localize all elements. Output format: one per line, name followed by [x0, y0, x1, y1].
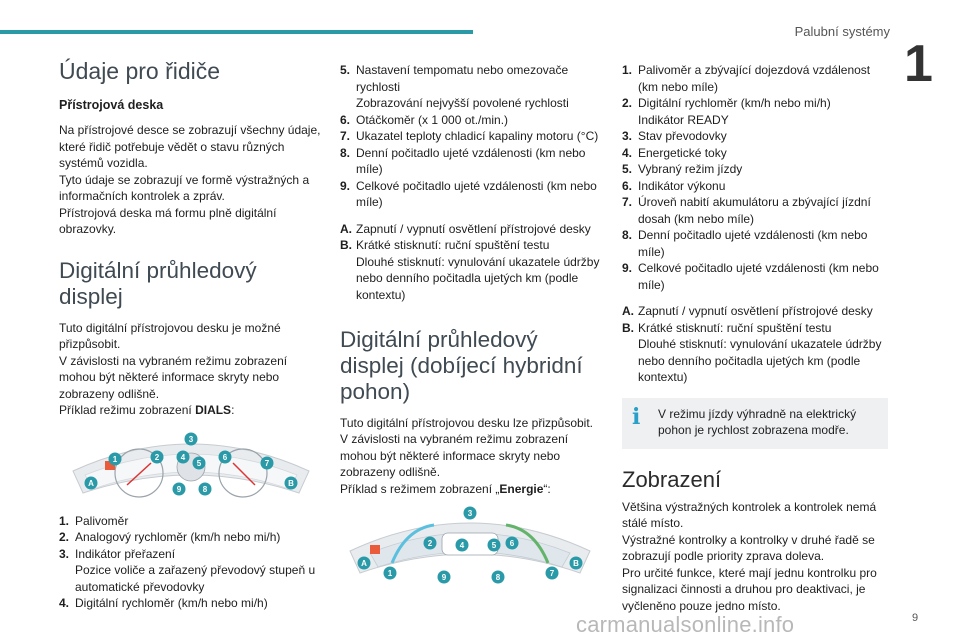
list-item: [622, 303, 888, 320]
item-text: Otáčkoměr (x 1 000 ot./min.): [356, 112, 509, 127]
example-prefix: Příklad s režimem zobrazení „: [340, 481, 500, 496]
svg-text:6: 6: [509, 539, 515, 549]
column-3: [622, 62, 888, 614]
example-suffix: “:: [543, 481, 551, 496]
item-text: Celkové počitadlo ujeté vzdálenosti (km nebo míle): [356, 178, 597, 209]
list-item: [340, 221, 606, 238]
list-item: [622, 320, 888, 386]
legend-list-dials: [59, 513, 321, 612]
item-text: Krátké stisknutí: ruční spuštění testu Dlouhé stisknutí: vynulování ukazatele údržby nebo denního počitadla ujetých km (podle kontextu): [638, 320, 882, 384]
button-list: [340, 221, 606, 304]
item-number: 6.: [340, 112, 351, 127]
mode-name: Energie: [499, 481, 544, 496]
item-text: Denní počitadlo ujeté vzdálenosti (km nebo míle): [356, 145, 586, 176]
list-item: [340, 178, 606, 211]
list-item: [59, 513, 321, 530]
callout-marker-7: [546, 567, 559, 580]
cluster-illustration-dials: [67, 427, 321, 507]
callout-marker-2: [424, 537, 437, 550]
hybrid-cluster-drawing: [344, 503, 596, 589]
callout-marker-1: [384, 567, 397, 580]
item-letter: B.: [340, 238, 352, 252]
callout-marker-7: [261, 456, 274, 469]
callout-marker-a: [358, 557, 371, 570]
subsection-instrument-panel: Přístrojová deska: [59, 98, 164, 113]
cluster-illustration-energy: [344, 503, 606, 589]
item-number: 2.: [59, 530, 70, 545]
svg-text:3: 3: [188, 434, 194, 444]
list-item: [622, 260, 888, 293]
item-number: 5.: [340, 63, 351, 77]
callout-marker-9: [438, 571, 451, 584]
section-title-hybrid-display: Digitální průhledový displej (dobíjecí hybridní pohon): [340, 327, 583, 404]
list-item: [59, 546, 321, 596]
item-text: Nastavení tempomatu nebo omezovače rychlosti Zobrazování nejvyšší povolené rychlosti: [356, 63, 569, 110]
item-number: 6.: [622, 178, 633, 193]
callout-marker-8: [492, 571, 505, 584]
item-letter: A.: [622, 304, 634, 318]
item-text: Analogový rychloměr (km/h nebo mi/h): [75, 530, 281, 545]
list-item: [622, 62, 888, 95]
item-number: 4.: [59, 596, 70, 611]
svg-text:2: 2: [427, 539, 433, 549]
item-text: Krátké stisknutí: ruční spuštění testu Dlouhé stisknutí: vynulování ukazatele údržby nebo denního počitadla ujetých km (podle kontextu): [356, 238, 600, 302]
item-text: Energetické toky: [638, 145, 727, 160]
item-number: 9.: [340, 178, 351, 193]
item-text: Zapnutí / vypnutí osvětlení přístrojové desky: [356, 221, 591, 236]
section-title-display: Zobrazení: [622, 466, 722, 492]
svg-text:6: 6: [222, 452, 228, 462]
list-item: [340, 128, 606, 145]
item-number: 3.: [59, 546, 70, 561]
svg-text:8: 8: [202, 484, 208, 494]
chapter-number: 1: [904, 35, 933, 93]
item-number: 1.: [59, 513, 70, 528]
item-text: Denní počitadlo ujeté vzdálenosti (km nebo míle): [638, 228, 868, 259]
item-text: Stav převodovky: [638, 129, 727, 143]
svg-text:9: 9: [441, 573, 447, 583]
svg-text:4: 4: [180, 452, 186, 462]
example-line-energy: [340, 481, 606, 498]
item-text: Digitální rychloměr (km/h nebo mi/h) Indikátor READY: [638, 96, 831, 127]
svg-text:7: 7: [264, 458, 270, 468]
example-prefix: Příklad režimu zobrazení: [59, 403, 196, 418]
list-item: [622, 145, 888, 162]
display-paragraph: Většina výstražných kontrolek a kontrolek nemá stálé místo. Výstražné kontrolky a kontrolky v druhé řadě se zobrazují podle priority zprava doleva. Pro určité funkce, které mají jednu kontrolku pro signalizaci činnosti a druhou pro deaktivaci, je vyčleněno pouze jedno místo.: [622, 499, 877, 613]
svg-text:A: A: [361, 559, 367, 569]
svg-text:7: 7: [549, 569, 555, 579]
item-number: 7.: [622, 195, 633, 209]
svg-text:A: A: [88, 478, 94, 488]
header-rule: [0, 30, 473, 34]
item-text: Ukazatel teploty chladicí kapaliny motoru (°C): [356, 129, 599, 143]
watermark: carmanualsonline.info: [576, 612, 795, 637]
svg-text:B: B: [573, 559, 579, 569]
legend-list-hybrid: [622, 62, 888, 293]
list-item: [622, 95, 888, 128]
section-title-digital-display: Digitální průhledový displej: [59, 257, 257, 309]
callout-marker-3: [185, 432, 198, 445]
svg-text:1: 1: [387, 569, 393, 579]
hybrid-display-paragraph: Tuto digitální přístrojovou desku lze přizpůsobit. V závislosti na vybraném režimu zobrazení mohou být některé informace skryty nebo zobrazeny odlišně.: [340, 415, 594, 480]
page-number: 9: [912, 612, 919, 624]
callout-marker-4: [456, 539, 469, 552]
legend-list-continued: [340, 62, 606, 211]
item-letter: B.: [622, 320, 634, 335]
example-suffix: :: [231, 403, 235, 418]
item-number: 9.: [622, 261, 633, 275]
callout-marker-b: [285, 476, 298, 489]
list-item: [622, 227, 888, 260]
column-2: [340, 62, 606, 589]
callout-marker-3: [464, 507, 477, 520]
list-item: [622, 161, 888, 178]
item-number: 3.: [622, 129, 633, 143]
list-item: [622, 128, 888, 145]
item-text: Indikátor přeřazení Pozice voliče a zařazený převodový stupeň u automatické převodovky: [75, 546, 316, 594]
intro-paragraph: Na přístrojové desce se zobrazují všechny údaje, které řidič potřebuje vědět o stavu různých systémů vozidla. Tyto údaje se zobrazují ve formě výstražných a informačních kontrolek a zpráv. Přístrojová deska má formu plně digitální obrazovky.: [59, 123, 321, 237]
item-text: Palivoměr: [75, 513, 129, 528]
item-number: 4.: [622, 145, 633, 160]
info-note: [622, 398, 888, 449]
svg-text:2: 2: [154, 452, 160, 462]
item-text: Celkové počitadlo ujeté vzdálenosti (km nebo míle): [638, 261, 879, 292]
callout-marker-2: [151, 450, 164, 463]
list-item: [622, 194, 888, 227]
svg-text:1: 1: [112, 454, 118, 464]
section-title-driver-info: Údaje pro řidiče: [59, 58, 221, 84]
svg-text:5: 5: [491, 541, 497, 551]
item-text: Palivoměr a zbývající dojezdová vzdálenost (km nebo míle): [638, 63, 871, 94]
item-letter: A.: [340, 221, 352, 236]
svg-text:3: 3: [467, 509, 473, 519]
svg-text:4: 4: [459, 541, 465, 551]
callout-marker-6: [506, 537, 519, 550]
mode-name: DIALS: [195, 403, 232, 418]
callout-marker-6: [219, 450, 232, 463]
info-text: V režimu jízdy výhradně na elektrický pohon je rychlost zobrazena modře.: [658, 406, 857, 437]
svg-text:8: 8: [495, 573, 501, 583]
list-item: [340, 62, 606, 112]
callout-marker-1: [109, 452, 122, 465]
item-text: Indikátor výkonu: [638, 178, 726, 193]
callout-marker-4: [177, 450, 190, 463]
instrument-cluster-drawing: [67, 427, 315, 507]
example-line: [59, 402, 321, 419]
list-item: [622, 178, 888, 195]
callout-marker-5: [193, 456, 206, 469]
item-text: Úroveň nabití akumulátoru a zbývající jízdní dosah (km nebo míle): [638, 195, 871, 226]
item-number: 7.: [340, 129, 351, 143]
callout-marker-a: [85, 476, 98, 489]
list-item: [59, 529, 321, 546]
item-number: 8.: [622, 228, 633, 242]
item-number: 8.: [340, 145, 351, 160]
callout-marker-8: [199, 482, 212, 495]
item-text: Digitální rychloměr (km/h nebo mi/h): [75, 596, 268, 611]
button-list-hybrid: [622, 303, 888, 386]
column-1: [59, 50, 321, 612]
list-item: [340, 237, 606, 303]
info-icon: i: [632, 403, 641, 430]
item-number: 2.: [622, 96, 633, 110]
callout-marker-9: [173, 482, 186, 495]
svg-text:9: 9: [176, 484, 182, 494]
list-item: [59, 595, 321, 612]
list-item: [340, 145, 606, 178]
item-number: 1.: [622, 63, 633, 77]
list-item: [340, 112, 606, 129]
svg-text:5: 5: [196, 458, 202, 468]
item-text: Zapnutí / vypnutí osvětlení přístrojové desky: [638, 304, 873, 318]
item-text: Vybraný režim jízdy: [638, 162, 743, 176]
item-number: 5.: [622, 162, 633, 176]
running-header: Palubní systémy: [794, 24, 890, 39]
svg-text:B: B: [288, 478, 294, 488]
callout-marker-5: [488, 539, 501, 552]
digital-display-paragraph: Tuto digitální přístrojovou desku je možné přizpůsobit. V závislosti na vybraném režimu zobrazení mohou být některé informace skryty nebo zobrazeny odlišně.: [59, 320, 288, 401]
callout-marker-b: [570, 557, 583, 570]
